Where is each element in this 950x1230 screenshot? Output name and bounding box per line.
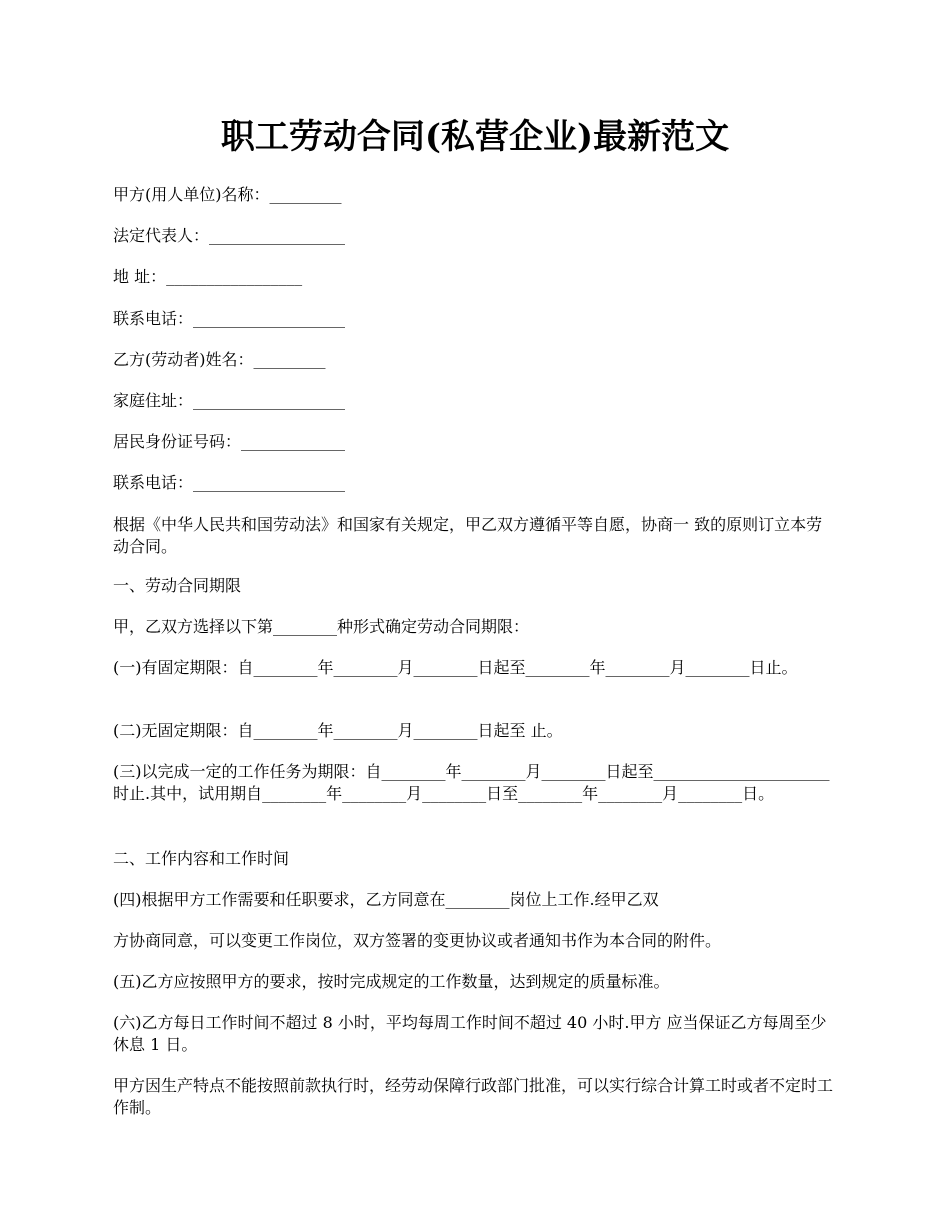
- paragraph: 甲方因生产特点不能按照前款执行时，经劳动保障行政部门批准，可以实行综合计算工时或者不定时工作制。: [113, 1076, 834, 1117]
- home-address-field: 家庭住址：___________________: [113, 391, 346, 410]
- paragraph: 甲，乙双方选择以下第________种形式确定劳动合同期限：: [113, 617, 530, 636]
- employee-name-field: 乙方(劳动者)姓名：_________: [113, 350, 326, 369]
- document-title: 职工劳动合同(私营企业)最新范文: [220, 117, 730, 157]
- employee-phone-field: 联系电话：___________________: [113, 473, 346, 492]
- clause-paragraph: (四)根据甲方工作需要和任职要求，乙方同意在________岗位上工作.经甲乙双: [113, 890, 659, 909]
- section-heading: 一、劳动合同期限: [113, 576, 242, 595]
- section-heading: 二、工作内容和工作时间: [113, 849, 290, 868]
- paragraph: 方协商同意，可以变更工作岗位，双方签署的变更协议或者通知书作为本合同的附件。: [113, 931, 722, 950]
- clause-paragraph: (二)无固定期限：自________年________月________日起至 止。: [113, 721, 563, 740]
- employer-address-field: 地 址：_________________: [113, 267, 303, 286]
- employer-phone-field: 联系电话：___________________: [113, 309, 346, 328]
- clause-paragraph: (五)乙方应按照甲方的要求，按时完成规定的工作数量，达到规定的质量标准。: [113, 972, 670, 991]
- id-number-field: 居民身份证号码：_____________: [113, 432, 346, 451]
- preamble-paragraph: 根据《中华人民共和国劳动法》和国家有关规定，甲乙双方遵循平等自愿，协商一 致的原则订立本劳动合同。: [113, 515, 823, 556]
- clause-paragraph: (一)有固定期限：自________年________月________日起至________年________月________日止。: [113, 658, 798, 677]
- clause-paragraph: (六)乙方每日工作时间不超过 8 小时，平均每周工作时间不超过 40 小时.甲方 应当保证乙方每周至少休息 1 日。: [113, 1013, 827, 1054]
- clause-paragraph: (三)以完成一定的工作任务为期限：自________年________月________日起至______________________时止.其中，试用期自________年________月________日至________年________月________日。: [113, 762, 830, 803]
- employer-name-field: 甲方(用人单位)名称：_________: [113, 185, 342, 204]
- legal-representative-field: 法定代表人：_________________: [113, 226, 346, 245]
